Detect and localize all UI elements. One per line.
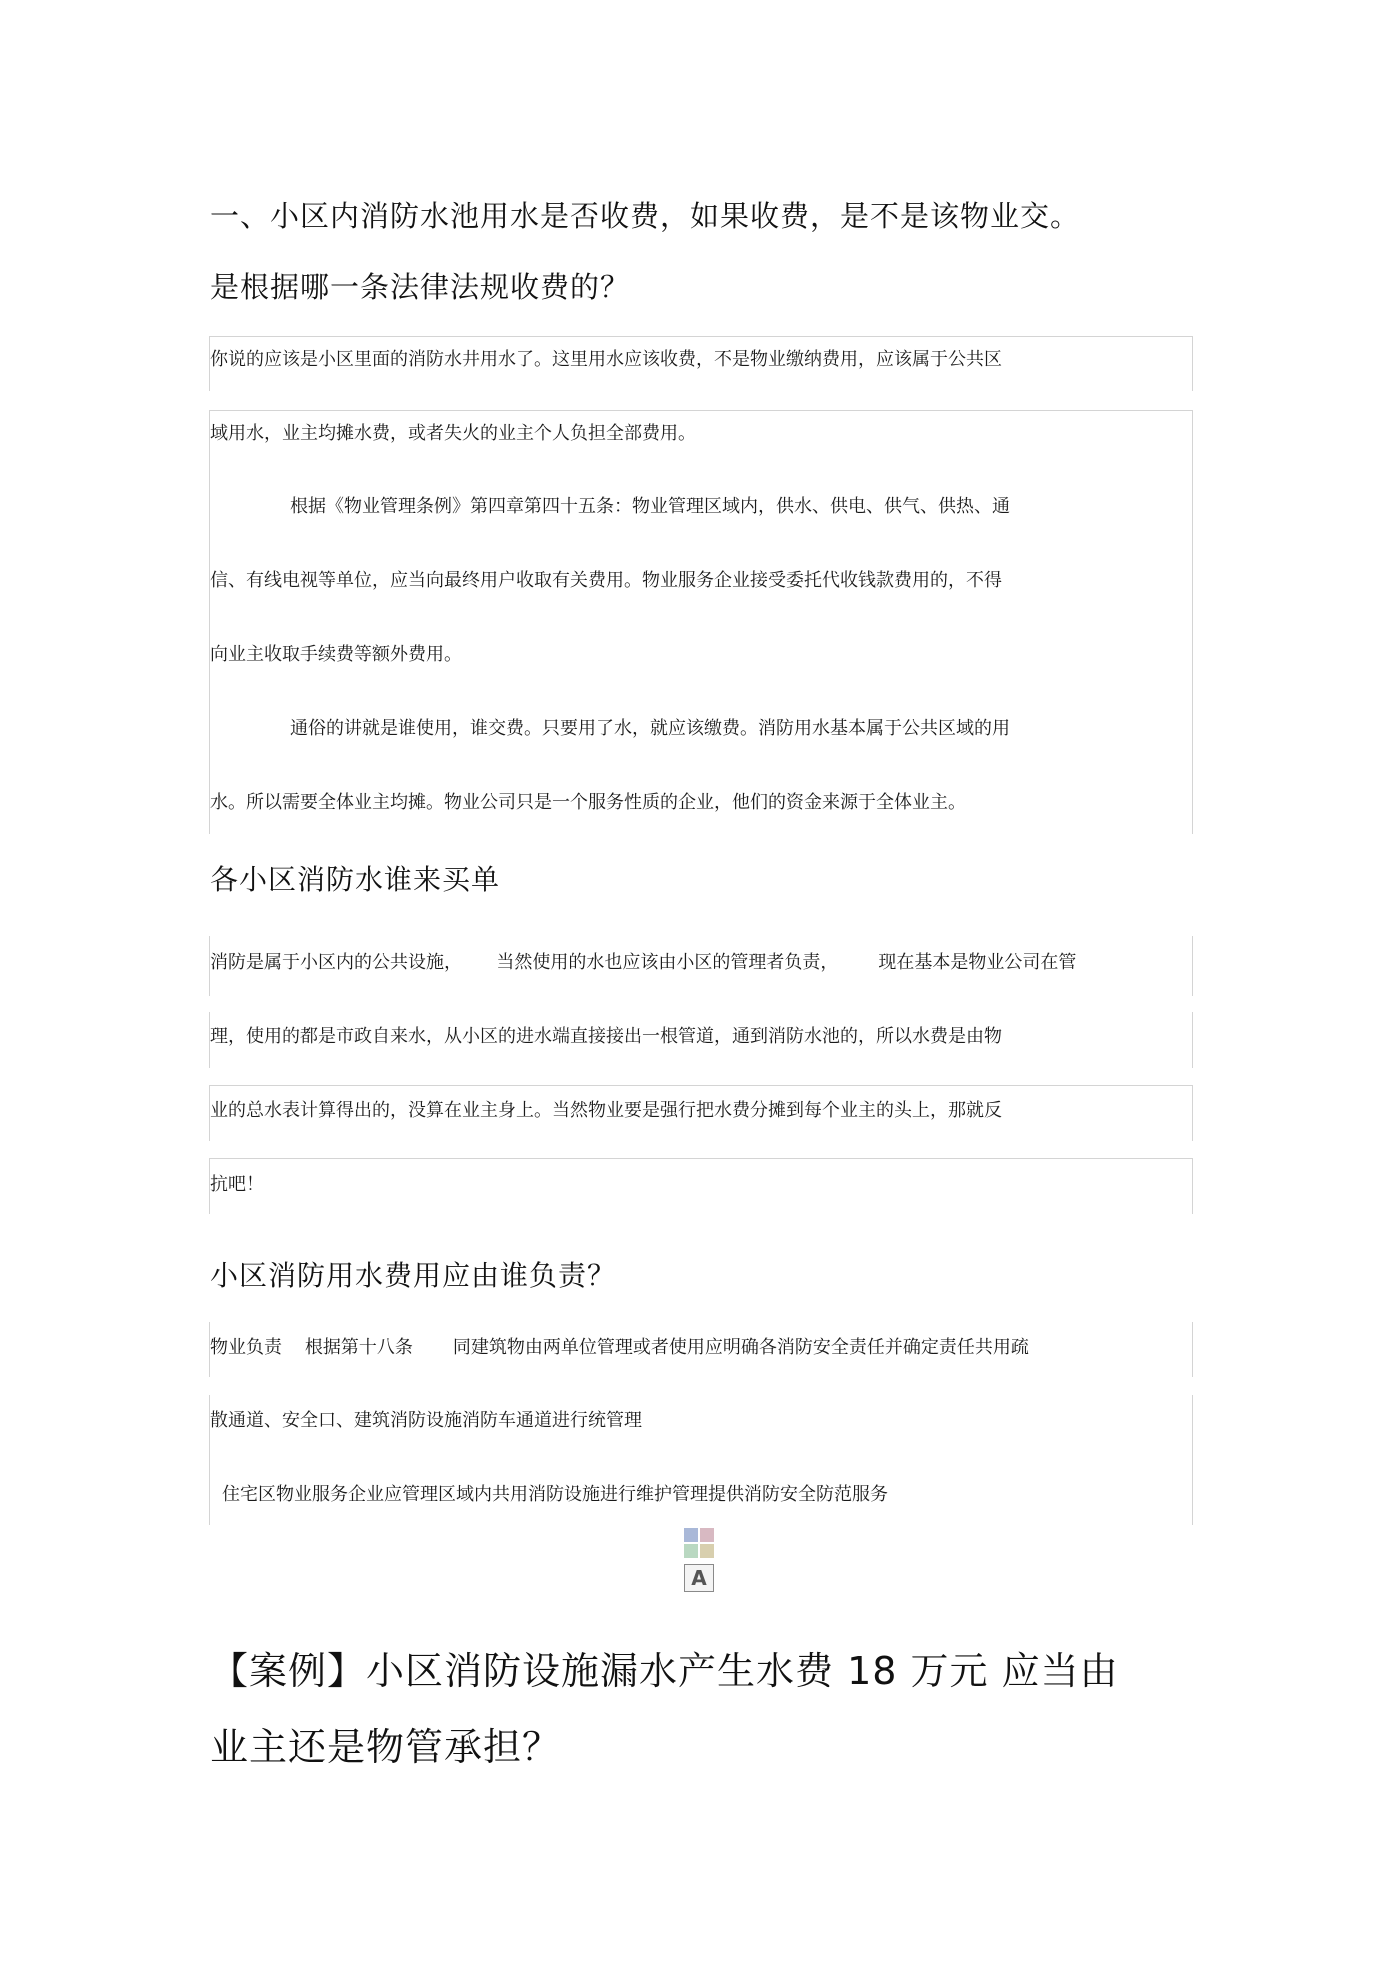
paragraph-line: 通俗的讲就是谁使用，谁交费。只要用了水，就应该缴费。消防用水基本属于公共区域的用	[290, 718, 1010, 739]
paragraph-line: 物业负责 根据第十八条 同建筑物由两单位管理或者使用应明确各消防安全责任并确定责任共用疏	[210, 1337, 1029, 1358]
paragraph-line: 信、有线电视等单位，应当向最终用户收取有关费用。物业服务企业接受委托代收钱款费用的，不得	[210, 570, 1002, 591]
case-heading-line2: 业主还是物管承担？	[210, 1725, 562, 1769]
image-placeholder-icon	[684, 1528, 714, 1558]
paragraph-line: 向业主收取手续费等额外费用。	[210, 644, 462, 665]
paragraph-line: 住宅区物业服务企业应管理区域内共用消防设施进行维护管理提供消防安全防范服务	[222, 1484, 888, 1505]
paragraph-line: 域用水，业主均摊水费，或者失火的业主个人负担全部费用。	[210, 423, 696, 444]
heading-who-pays: 各小区消防水谁来买单	[210, 863, 501, 896]
paragraph-line: 抗吧！	[210, 1174, 264, 1195]
heading-water-fee-question: 一、小区内消防水池用水是否收费，如果收费，是不是该物业交。	[210, 199, 1081, 233]
paragraph-line: 散通道、安全口、建筑消防设施消防车通道进行统管理	[210, 1410, 642, 1431]
heading-law-basis-question: 是根据哪一条法律法规收费的？	[210, 270, 631, 304]
paragraph-line: 你说的应该是小区里面的消防水井用水了。这里用水应该收费，不是物业缴纳费用，应该属于公共区	[210, 349, 1002, 370]
text-frame	[209, 1158, 1193, 1214]
paragraph-line: 理，使用的都是市政自来水，从小区的进水端直接接出一根管道，通到消防水池的，所以水费是由物	[210, 1026, 1002, 1047]
case-heading-line1: 【案例】小区消防设施漏水产生水费 18 万元 应当由	[210, 1649, 1119, 1693]
paragraph-line: 业的总水表计算得出的，没算在业主身上。当然物业要是强行把水费分摊到每个业主的头上，那就反	[210, 1100, 1002, 1121]
paragraph-line: 水。所以需要全体业主均摊。物业公司只是一个服务性质的企业，他们的资金来源于全体业主。	[210, 792, 966, 813]
paragraph-line: 消防是属于小区内的公共设施， 当然使用的水也应该由小区的管理者负责， 现在基本是物业公司在管	[210, 952, 1077, 973]
paragraph-line: 根据《物业管理条例》第四章第四十五条：物业管理区域内，供水、供电、供气、供热、通	[290, 496, 1010, 517]
text-placeholder-icon: A	[684, 1564, 714, 1592]
heading-responsibility: 小区消防用水费用应由谁负责？	[210, 1259, 617, 1292]
text-frame	[209, 410, 1193, 834]
